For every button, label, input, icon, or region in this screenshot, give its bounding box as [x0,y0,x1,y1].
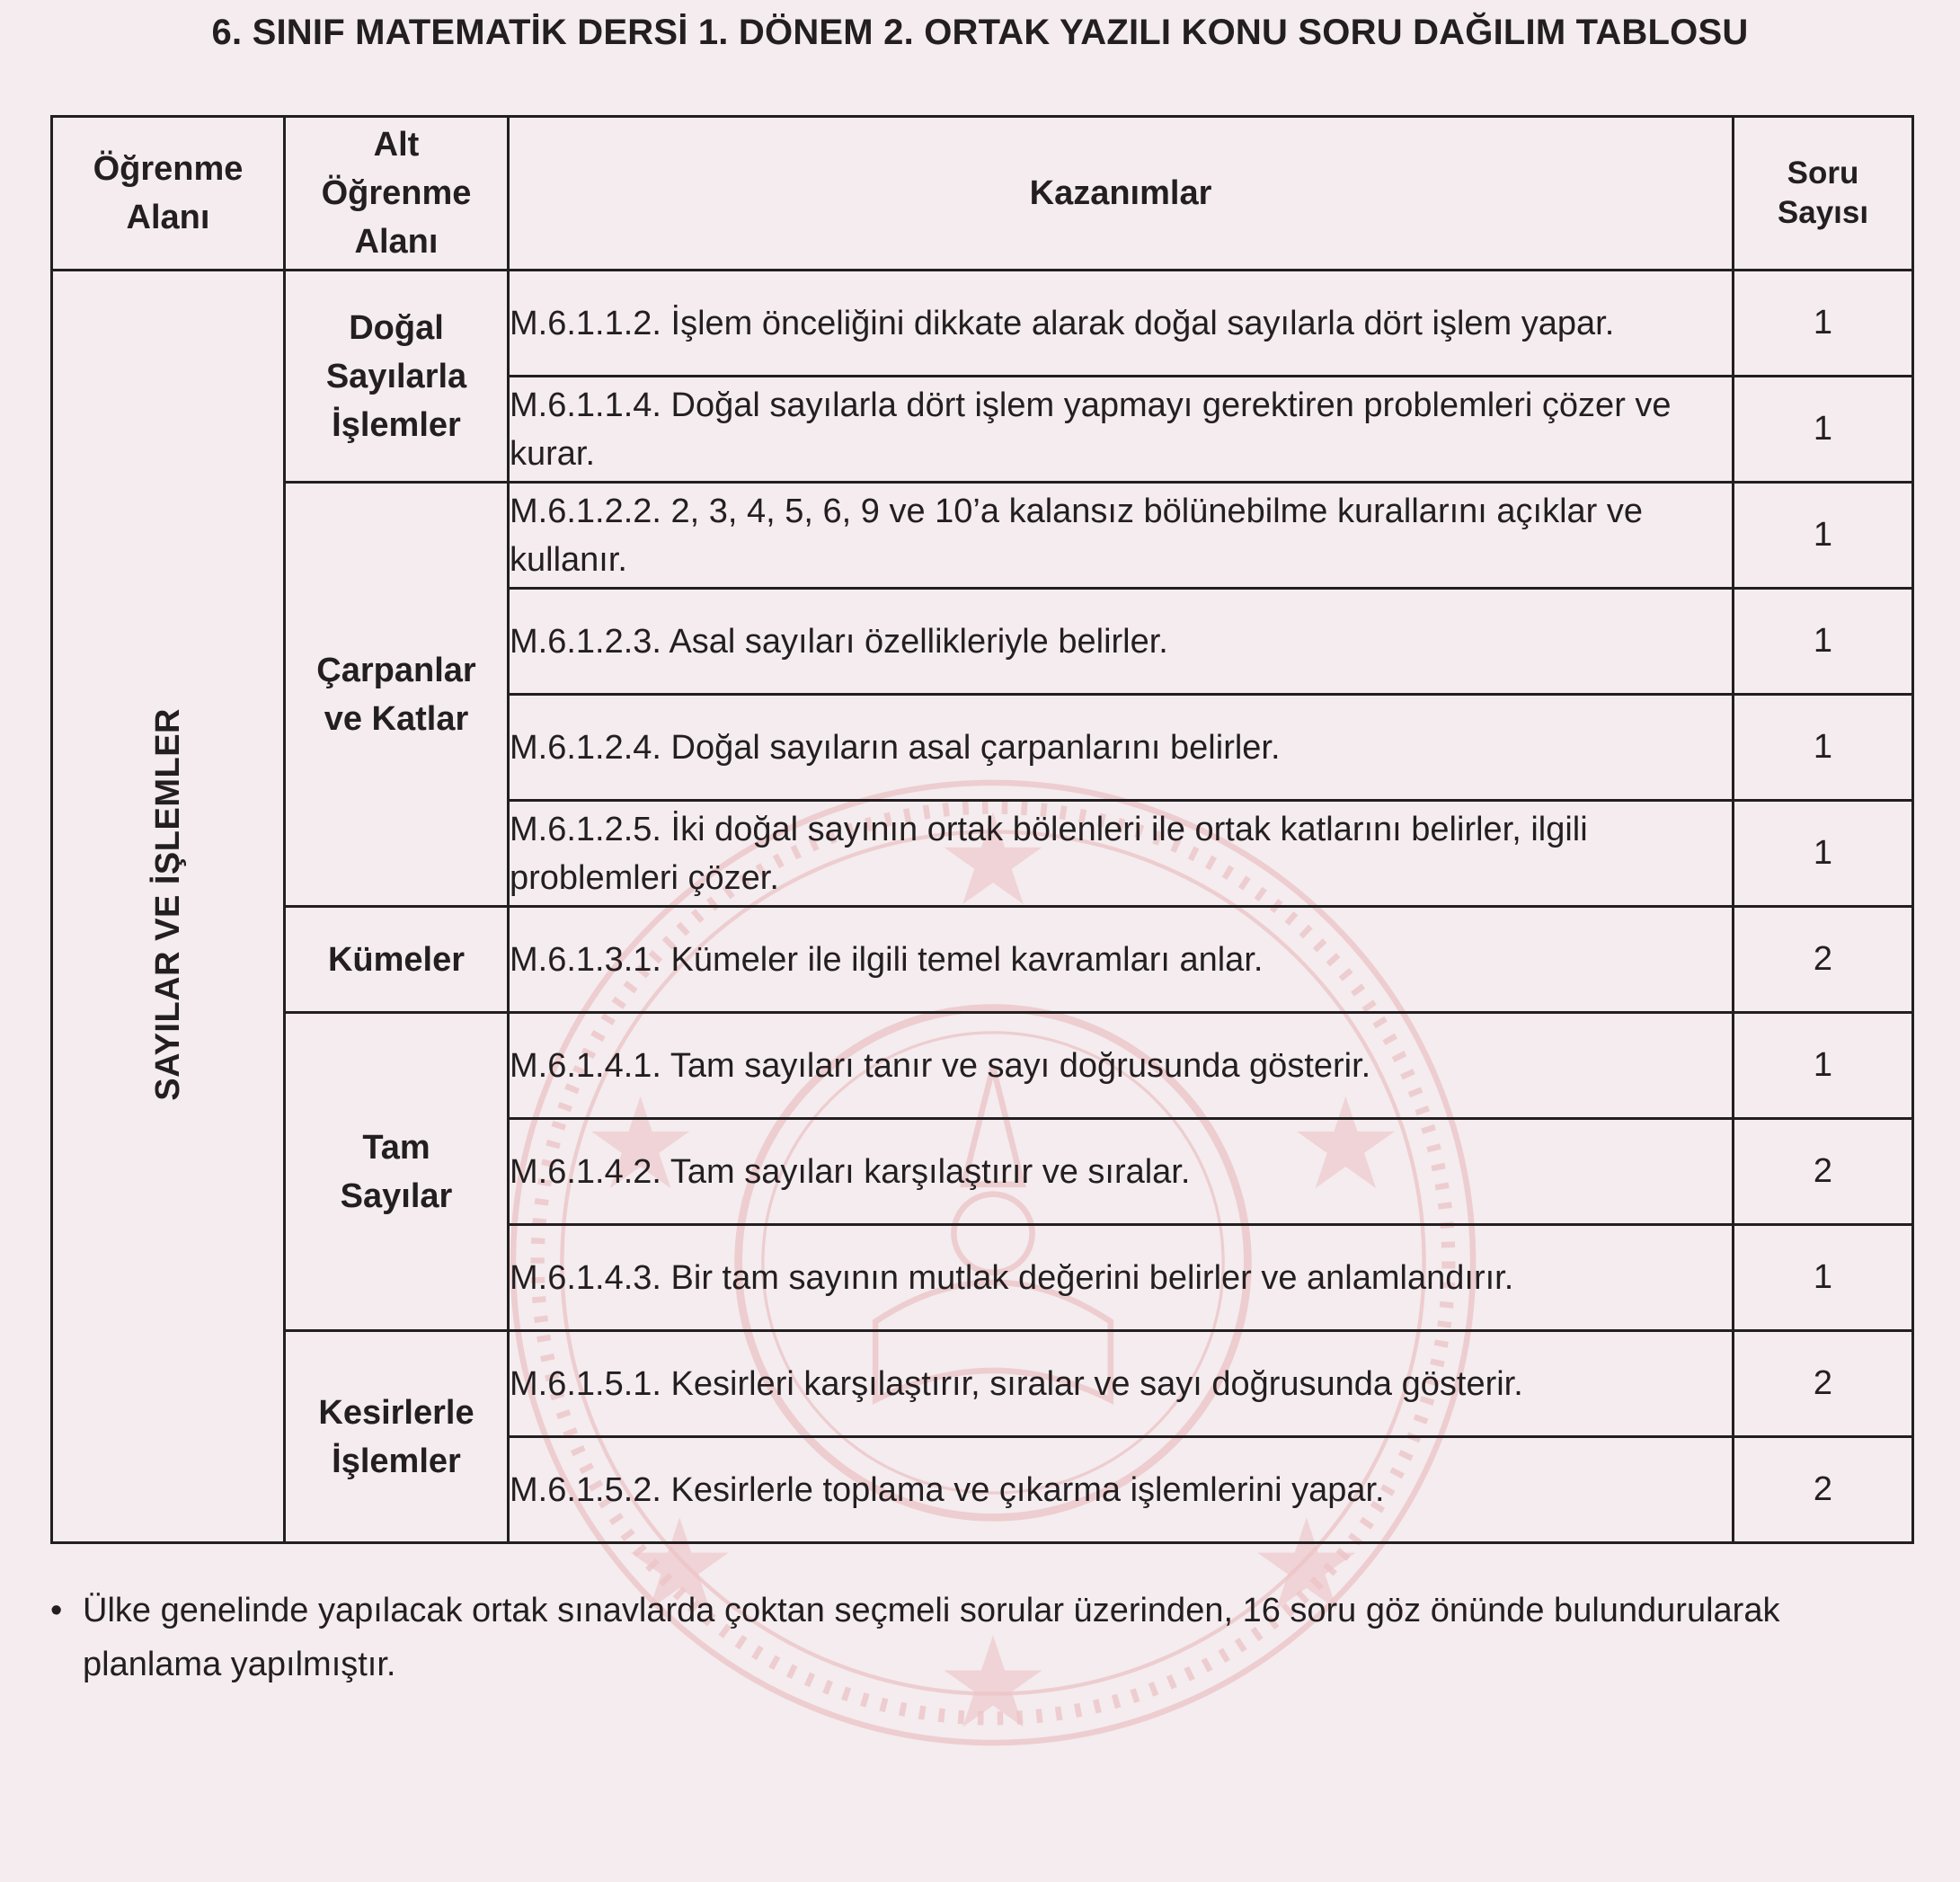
outcome-cell: M.6.1.2.3. Asal sayıları özellikleriyle belirler. [509,589,1734,695]
question-count-cell: 1 [1734,589,1913,695]
header-learning-area [52,117,285,271]
header-line: Alanı [354,223,439,261]
sub-area-line: Tam [362,1128,430,1167]
learning-area-label: SAYILAR VE İŞLEMLER [148,707,187,1101]
outcome-cell: M.6.1.2.2. 2, 3, 4, 5, 6, 9 ve 10’a kalansız bölünebilme kurallarını açıklar ve kullanır. [509,483,1734,589]
question-count-cell: 1 [1734,377,1913,483]
question-count-cell: 1 [1734,801,1913,907]
bullet-icon: • [50,1592,63,1629]
sub-area-line: Kümeler [327,940,466,979]
header-line: Öğrenme [93,150,244,188]
table-row [52,271,1913,377]
sub-area-cell [285,271,509,483]
sub-area-line: Sayılar [340,1176,453,1215]
question-count-cell: 1 [1734,483,1913,589]
header-outcomes [509,117,1734,271]
learning-area-cell [52,271,285,1543]
sub-area-cell [285,1331,509,1543]
outcome-cell: M.6.1.3.1. Kümeler ile ilgili temel kavramları anlar. [509,907,1734,1013]
question-count-cell: 2 [1734,1437,1913,1543]
question-count-cell: 1 [1734,695,1913,801]
outcome-cell: M.6.1.1.2. İşlem önceliğini dikkate alarak doğal sayılarla dört işlem yapar. [509,271,1734,377]
header-sub-learning-area [285,117,509,271]
outcome-cell: M.6.1.5.1. Kesirleri karşılaştırır, sıralar ve sayı doğrusunda gösterir. [509,1331,1734,1437]
table-row [52,1013,1913,1119]
sub-area-cell [285,483,509,907]
footnote [50,1584,1911,1691]
header-line: Sayısı [1777,195,1869,230]
sub-area-line: Doğal [349,308,444,347]
sub-area-line: Kesirlerle [318,1393,474,1432]
question-distribution-table [50,115,1914,1544]
header-line: Öğrenme [321,174,472,212]
outcome-cell: M.6.1.2.4. Doğal sayıların asal çarpanlarını belirler. [509,695,1734,801]
outcome-cell: M.6.1.4.2. Tam sayıları karşılaştırır ve sıralar. [509,1119,1734,1225]
header-line: Alanı [126,199,210,236]
question-count-cell: 2 [1734,1119,1913,1225]
outcome-cell: M.6.1.5.2. Kesirlerle toplama ve çıkarma işlemlerini yapar. [509,1437,1734,1543]
table-row [52,483,1913,589]
question-count-cell: 1 [1734,271,1913,377]
sub-area-line: Sayılarla [325,357,467,395]
question-count-cell: 1 [1734,1013,1913,1119]
outcome-cell: M.6.1.4.1. Tam sayıları tanır ve sayı doğrusunda gösterir. [509,1013,1734,1119]
footnote-text: Ülke genelinde yapılacak ortak sınavlarda çoktan seçmeli sorular üzerinden, 16 soru göz önünde bulundurularak planlama yapılmıştır. [83,1592,1780,1683]
question-count-cell: 2 [1734,1331,1913,1437]
sub-area-line: İşlemler [332,1442,461,1480]
sub-area-line: Çarpanlar [316,651,476,689]
sub-area-line: İşlemler [332,405,461,444]
question-count-cell: 2 [1734,907,1913,1013]
header-question-count [1734,117,1913,271]
question-count-cell: 1 [1734,1225,1913,1331]
table-row [52,907,1913,1013]
header-line: Alt [373,126,420,164]
table-header-row [52,117,1913,271]
outcome-cell: M.6.1.1.4. Doğal sayılarla dört işlem yapmayı gerektiren problemleri çözer ve kurar. [509,377,1734,483]
header-line: Soru [1787,155,1859,191]
sub-area-cell [285,1013,509,1331]
table-row [52,1331,1913,1437]
outcome-cell: M.6.1.2.5. İki doğal sayının ortak bölenleri ile ortak katlarını belirler, ilgili problemleri çözer. [509,801,1734,907]
outcome-cell: M.6.1.4.3. Bir tam sayının mutlak değerini belirler ve anlamlandırır. [509,1225,1734,1331]
sub-area-line: ve Katlar [324,699,469,738]
page-title: 6. SINIF MATEMATİK DERSİ 1. DÖNEM 2. ORTAK YAZILI KONU SORU DAĞILIM TABLOSU [211,13,1749,52]
header-line: Kazanımlar [1029,174,1212,212]
sub-area-cell [285,907,509,1013]
